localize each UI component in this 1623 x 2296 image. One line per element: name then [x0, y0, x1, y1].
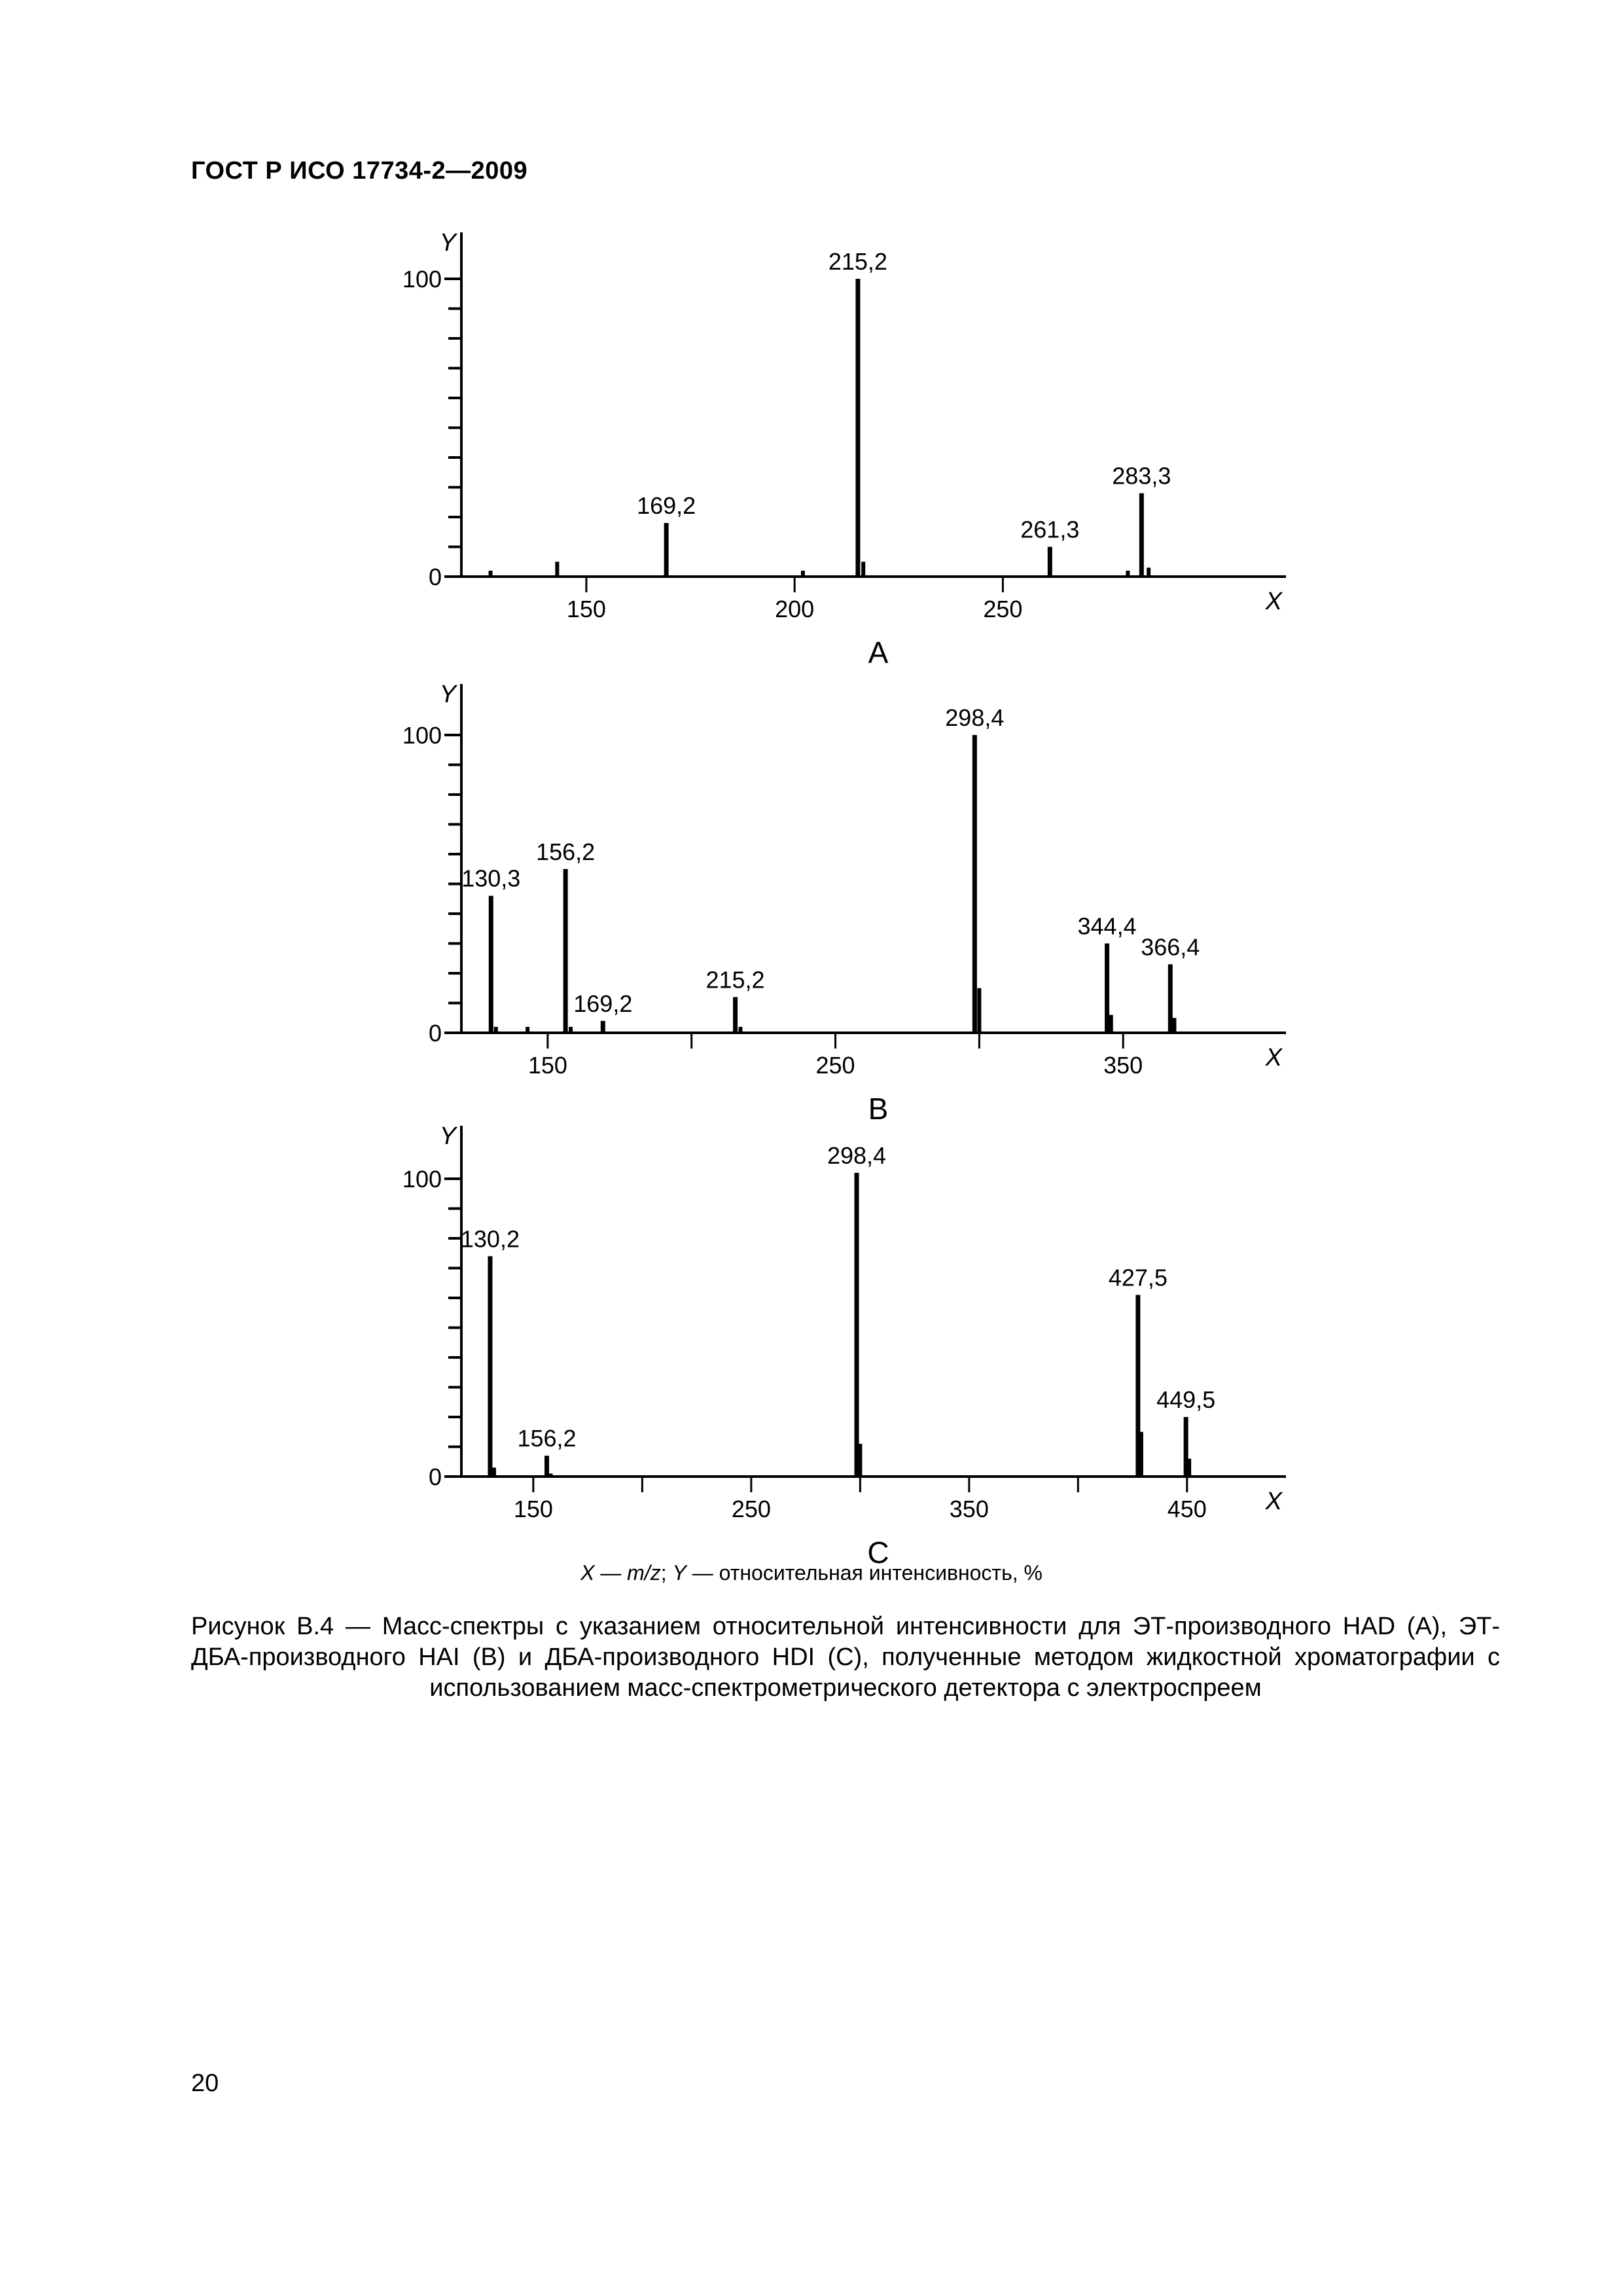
peak-label: 156,2 [517, 1425, 577, 1452]
peak-label: 169,2 [573, 990, 633, 1017]
page-number: 20 [191, 2070, 219, 2097]
document-header: ГОСТ Р ИСО 17734-2—2009 [191, 157, 528, 185]
panel-label: C [867, 1535, 889, 1570]
x-tick-label: 250 [983, 596, 1023, 622]
y-tick-label: 100 [402, 722, 442, 749]
spectrum-peak [855, 1173, 859, 1477]
peak-label: 215,2 [828, 248, 887, 275]
x-tick-label: 150 [513, 1496, 553, 1522]
panel-label: B [868, 1092, 889, 1126]
x-tick-label: 250 [815, 1052, 855, 1079]
x-axis-label: X [1265, 1044, 1282, 1071]
panel-label: A [868, 636, 889, 670]
x-variable: X [580, 1561, 595, 1585]
peak-label: 449,5 [1156, 1386, 1216, 1413]
y-tick-label: 100 [402, 1166, 442, 1193]
y-definition: относительная интенсивность, % [719, 1561, 1043, 1585]
spectrum-peak [1187, 1459, 1191, 1477]
x-tick-label: 150 [566, 596, 606, 622]
y-variable: Y [672, 1561, 687, 1585]
spectrum-peak [488, 1256, 492, 1477]
peak-label: 169,2 [637, 492, 696, 520]
spectrum-peak [549, 1473, 553, 1477]
y-tick-label: 0 [428, 564, 442, 590]
x-tick-label: 350 [1103, 1052, 1143, 1079]
y-axis-label: Y [439, 229, 456, 257]
peak-label: 261,3 [1020, 516, 1080, 543]
peak-label: 344,4 [1077, 912, 1137, 940]
spectrum-peak [1139, 1432, 1143, 1477]
axis-legend: X — m/z; Y — относительная интенсивность, % [580, 1561, 1043, 1585]
peak-label: 366,4 [1141, 933, 1200, 961]
peak-label: 283,3 [1112, 462, 1171, 490]
y-axis-label: Y [439, 1122, 456, 1150]
peak-label: 156,2 [536, 838, 596, 865]
y-axis-label: Y [439, 681, 456, 708]
peak-label: 130,3 [461, 865, 521, 892]
spectrum-peak [858, 1444, 862, 1477]
peak-label: 298,4 [827, 1141, 887, 1169]
spectrum-peak [544, 1456, 549, 1477]
peak-label: 215,2 [705, 966, 765, 994]
peak-label: 427,5 [1108, 1264, 1168, 1291]
y-tick-label: 100 [402, 266, 442, 293]
peak-label: 298,4 [945, 704, 1005, 731]
x-definition: m/z [627, 1561, 661, 1585]
x-tick-label: 450 [1167, 1496, 1207, 1522]
y-tick-label: 0 [428, 1020, 442, 1047]
x-tick-label: 150 [527, 1052, 567, 1079]
peak-label: 130,2 [460, 1225, 520, 1253]
x-tick-label: 250 [731, 1496, 771, 1522]
x-tick-label: 350 [949, 1496, 989, 1522]
spectrum-peak [492, 1467, 496, 1477]
y-tick-label: 0 [428, 1463, 442, 1490]
x-axis-label: X [1265, 588, 1282, 615]
x-tick-label: 200 [775, 596, 815, 622]
figure-caption: Рисунок В.4 — Масс-спектры с указанием относительной интенсивности для ЭТ-производного HAD (A), ЭТ-ДБА-производного HAI (B) и ДБА-производного HDI (C), полученные методом жидкостной хроматографии с использованием масс-спектрометрического детектора с электроспреем [191, 1613, 1500, 1702]
x-axis-label: X [1265, 1488, 1282, 1515]
